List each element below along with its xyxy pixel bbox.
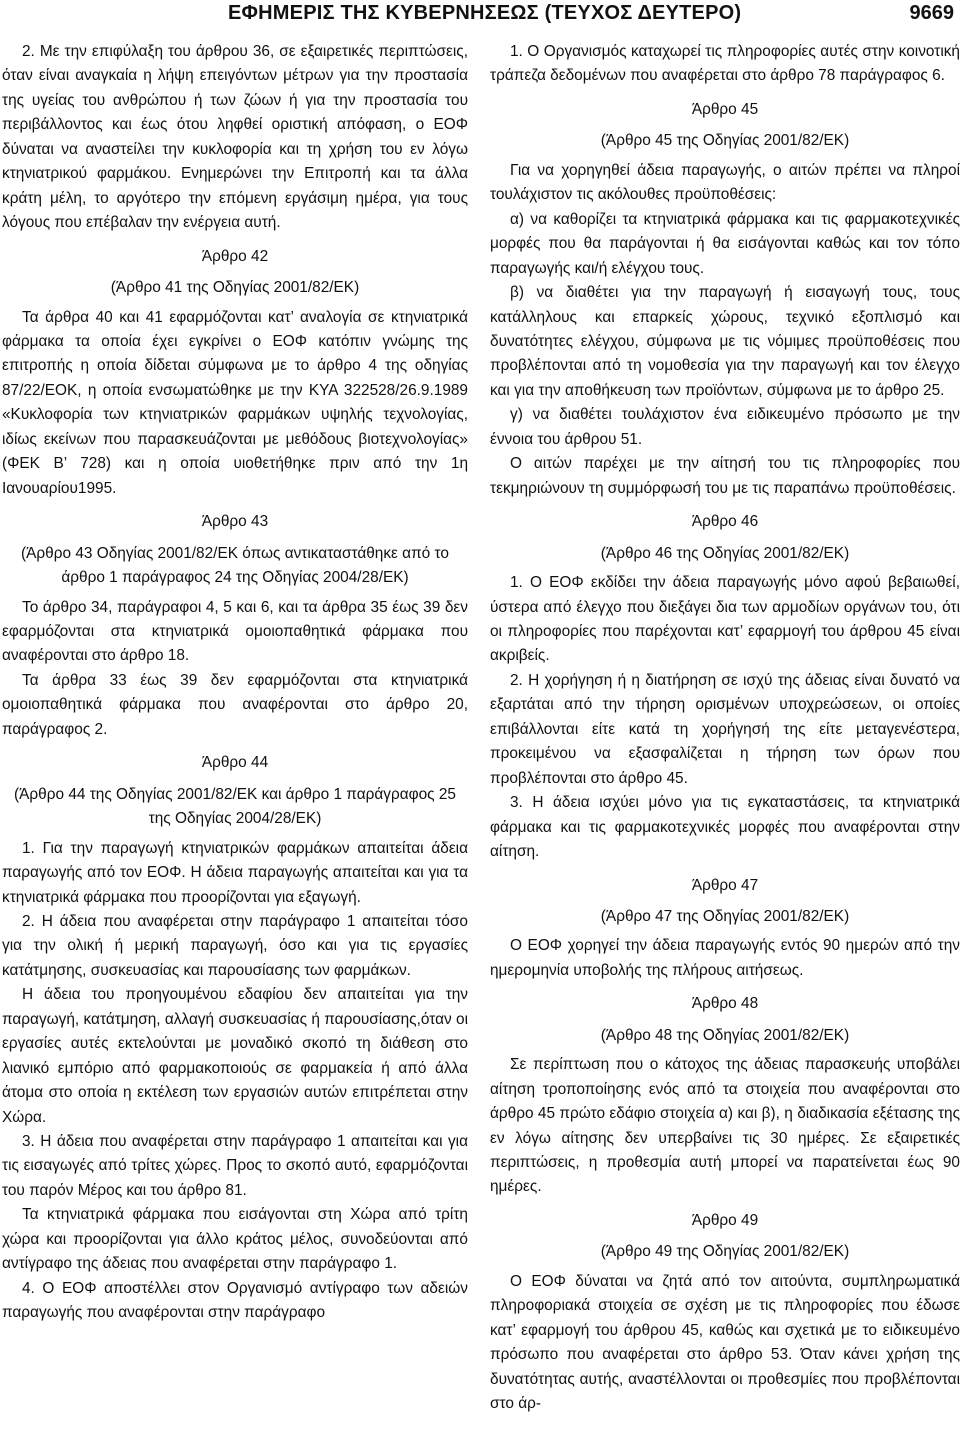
list-item: γ) να διαθέτει τουλάχιστον ένα ειδικευμένο πρόσωπο με την έννοια του άρθρου 51. <box>490 406 960 448</box>
article-47-title: Άρθρο 47 <box>691 876 759 894</box>
page-number: 9669 <box>909 2 954 24</box>
article-43-title: Άρθρο 43 <box>201 513 269 531</box>
paragraph: Ο αιτών παρέχει με την αίτησή του τις πληροφορίες που τεκμηριώνουν τη συμμόρφωσή του με τις παραπάνω προϋποθέσεις. <box>490 455 960 497</box>
paragraph: Τα κτηνιατρικά φάρμακα που εισάγονται στη Χώρα από τρίτη χώρα και προορίζονται για άλλο κράτος μέλος, συνοδεύονται από αντίγραφο της άδειας που αναφέρεται στην παράγραφο 1. <box>2 1206 468 1273</box>
article-49-subtitle: (Άρθρο 49 της Οδηγίας 2001/82/ΕΚ) <box>600 1243 850 1261</box>
page-header <box>0 0 960 30</box>
paragraph: Η άδεια του προηγουμένου εδαφίου δεν απαιτείται για την παραγωγή, κατάτμηση, αλλαγή συσκευασίας ή παρουσίασης,όταν οι εργασίες αυτές εκτελούνται με μοναδικό σκοπό τη διάθεση στο λιανικό εμπόριο από φαρμακοποιούς σε φαρμακεία ή από άλλα άτομα στο οποία η εκτέλεση των εργασιών αυτών επιτρέπεται στην Χώρα. <box>2 986 468 1126</box>
paragraph: Τα άρθρα 33 έως 39 δεν εφαρμόζονται στα κτηνιατρικά ομοιοπαθητικά φάρμακα που αναφέρονται στο άρθρο 20, παράγραφος 2. <box>2 671 468 738</box>
paragraph: 3. Η άδεια που αναφέρεται στην παράγραφο 1 απαιτείται και για τις εισαγωγές από τρίτες χώρες. Προς το σκοπό αυτό, εφαρμόζονται του παρόν Μέρος και του άρθρο 81. <box>2 1133 468 1199</box>
paragraph: 3. Η άδεια ισχύει μόνο για τις εγκαταστάσεις, τα κτηνιατρικά φάρμακα και τις φαρμακοτεχνικές μορφές που αναφέρονται στην αίτηση. <box>490 794 960 861</box>
list-item: α) να καθορίζει τα κτηνιατρικά φάρμακα και τις φαρμακοτεχνικές μορφές που θα παράγονται ή θα εισάγονται καθώς και τον τόπο παραγωγής και/ή ελέγχου τους. <box>490 210 960 277</box>
article-43-subtitle: (Άρθρο 43 Οδηγίας 2001/82/ΕΚ όπως αντικαταστάθηκε από το άρθρο 1 παράγραφος 24 της Οδηγίας 2004/28/ΕΚ) <box>21 544 449 587</box>
article-42-subtitle: (Άρθρο 41 της Οδηγίας 2001/82/ΕΚ) <box>110 279 360 297</box>
paragraph: 2. Με την επιφύλαξη του άρθρου 36, σε εξαιρετικές περιπτώσεις, όταν είναι αναγκαία η λήψη επειγόντων μέτρων για την προστασία της υγείας του ανθρώπου ή των ζώων ή για την προστασία του περιβάλλοντος και έως ότου ληφθεί οριστική απόφαση, ο ΕΟΦ δύναται να αναστείλει την κυκλοφορία και τη χρήση του εν λόγω κτηνιατρικού φαρμάκου. Ενημερώνει την Επιτροπή και τα άλλα κράτη μέλη, το αργότερο την επόμενη εργάσιμη ημέρα, για τους λόγους που επέβαλαν την ενέργεια αυτή. <box>2 43 468 232</box>
article-46-title: Άρθρο 46 <box>691 513 759 531</box>
article-42-title: Άρθρο 42 <box>201 247 269 265</box>
paragraph: Ο ΕΟΦ δύναται να ζητά από τον αιτούντα, συμπληρωματικά πληροφοριακά στοιχεία σε σχέση με τις πληροφορίες που έδωσε κατ’ εφαρμογή του άρθρου 45, καθώς και σχετικά με το ειδικευμένο πρόσωπο που αναφέρεται στο άρθρο 53. Όταν κάνει χρήση της δυνατότητας αυτής, αναστέλλονται οι προθεσμίες που προβλέπονται στο άρ- <box>490 1272 960 1413</box>
article-49-title: Άρθρο 49 <box>691 1211 759 1229</box>
paragraph: Σε περίπτωση που ο κάτοχος της άδειας παρασκευής υποβάλει αίτηση τροποποίησης ενός από τα στοιχεία που αναφέρονται στο άρθρο 45 πρώτο εδάφιο στοιχεία α) και β), η διαδικασία εξέτασης της εν λόγω αίτησης δεν υπερβαίνει τις 30 ημέρες. Σε εξαιρετικές περιπτώσεις, η προθεσμία αυτή μπορεί να παρατείνεται έως 90 ημέρες. <box>490 1056 960 1196</box>
article-46-subtitle: (Άρθρο 46 της Οδηγίας 2001/82/ΕΚ) <box>600 544 850 562</box>
paragraph: Ο ΕΟΦ χορηγεί την άδεια παραγωγής εντός 90 ημερών από την ημερομηνία υποβολής της πλήρους αιτήσεως. <box>490 937 960 979</box>
article-44-title: Άρθρο 44 <box>201 754 269 772</box>
paragraph: 1. Για την παραγωγή κτηνιατρικών φαρμάκων απαιτείται άδεια παραγωγής από τον ΕΟΦ. Η άδεια παραγωγής απαιτείται και για τα κτηνιατρικά φάρμακα που προορίζονται για εξαγωγή. <box>2 839 468 906</box>
paragraph: 1. Ο ΕΟΦ εκδίδει την άδεια παραγωγής μόνο αφού βεβαιωθεί, ύστερα από έλεγχο που διεξάγει δια των αρμοδίων οργάνων του, ότι οι πληροφορίες που παρέχονται κατ’ εφαρμογή του άρθρου 45 είναι ακριβείς. <box>490 574 960 665</box>
list-item: β) να διαθέτει για την παραγωγή ή εισαγωγή τους, τους κατάλληλους και επαρκείς χώρους, τεχνικό εξοπλισμό και δυνατότητες ελέγχου, σύμφωνα με τις νόμιμες προϋποθέσεις που προβλέπονται από τη νομοθεσία για την παραγωγή και τον έλεγχο και για την αποθήκευση των προϊόντων, σύμφωνα με το άρθρο 25. <box>490 284 960 399</box>
left-column <box>2 40 468 1326</box>
article-45-title: Άρθρο 45 <box>691 100 759 118</box>
article-48-subtitle: (Άρθρο 48 της Οδηγίας 2001/82/ΕΚ) <box>600 1026 850 1044</box>
right-column <box>490 40 960 1417</box>
article-48-title: Άρθρο 48 <box>691 995 759 1013</box>
gazette-title: ΕΦΗΜΕΡΙΣ ΤΗΣ ΚΥΒΕΡΝΗΣΕΩΣ (ΤΕΥΧΟΣ ΔΕΥΤΕΡΟ) <box>228 2 742 24</box>
paragraph: Το άρθρο 34, παράγραφοι 4, 5 και 6, και τα άρθρα 35 έως 39 δεν εφαρμόζονται στα κτηνιατρικά ομοιοπαθητικά φάρμακα που αναφέρονται στο άρθρο 18. <box>2 598 468 665</box>
paragraph: 2. Η χορήγηση ή η διατήρηση σε ισχύ της άδειας είναι δυνατό να εξαρτάται από την τήρηση ορισμένων υποχρεώσεων, οι οποίες επιβάλλονται είτε κατά τη χορήγησή της είτε μεταγενέστερα, προκειμένου να εξασφαλίζεται η τήρηση των όρων που προβλέπονται στο άρθρο 45. <box>490 671 960 787</box>
article-44-subtitle: (Άρθρο 44 της Οδηγίας 2001/82/ΕΚ και άρθρο 1 παράγραφος 25 της Οδηγίας 2004/28/ΕΚ) <box>14 785 456 828</box>
paragraph: 4. Ο ΕΟΦ αποστέλλει στον Οργανισμό αντίγραφο των αδειών παραγωγής που αναφέρονται στην παράγραφο <box>2 1279 468 1322</box>
paragraph: Για να χορηγηθεί άδεια παραγωγής, ο αιτών πρέπει να πληροί τουλάχιστον τις ακόλουθες προϋποθέσεις: <box>490 161 960 204</box>
paragraph: Τα άρθρα 40 και 41 εφαρμόζονται κατ’ αναλογία σε κτηνιατρικά φάρμακα τα οποία έχει εγκρίνει ο ΕΟΦ κατόπιν γνώμης της επιτροπής η οποία δίδεται σύμφωνα με το άρθρο 4 της οδηγίας 87/22/ΕΟΚ, η οποία ενσωματώθηκε με την ΚΥΑ 322528/26.9.1989 «Κυκλοφορία των κτηνιατρικών φαρμάκων υψηλής τεχνολογίας, ιδίως εκείνων που παρασκευάζονται με μεθόδους βιοτεχνολογίας» (ΦΕΚ Β’ 728) και η οποία υιοθετήθηκε πριν από την 1η Ιανουαρίου1995. <box>2 308 468 497</box>
paragraph: 1. Ο Οργανισμός καταχωρεί τις πληροφορίες αυτές στην κοινοτική τράπεζα δεδομένων που αναφέρεται στο άρθρο 78 παράγραφος 6. <box>490 43 960 85</box>
article-45-subtitle: (Άρθρο 45 της Οδηγίας 2001/82/ΕΚ) <box>600 132 850 150</box>
article-47-subtitle: (Άρθρο 47 της Οδηγίας 2001/82/ΕΚ) <box>600 907 850 925</box>
paragraph: 2. Η άδεια που αναφέρεται στην παράγραφο 1 απαιτείται τόσο για την ολική ή μερική παραγωγή, όσο και για τις εργασίες κατάτμησης, συσκευασίας και παρουσίασης των φαρμάκων. <box>2 912 468 979</box>
